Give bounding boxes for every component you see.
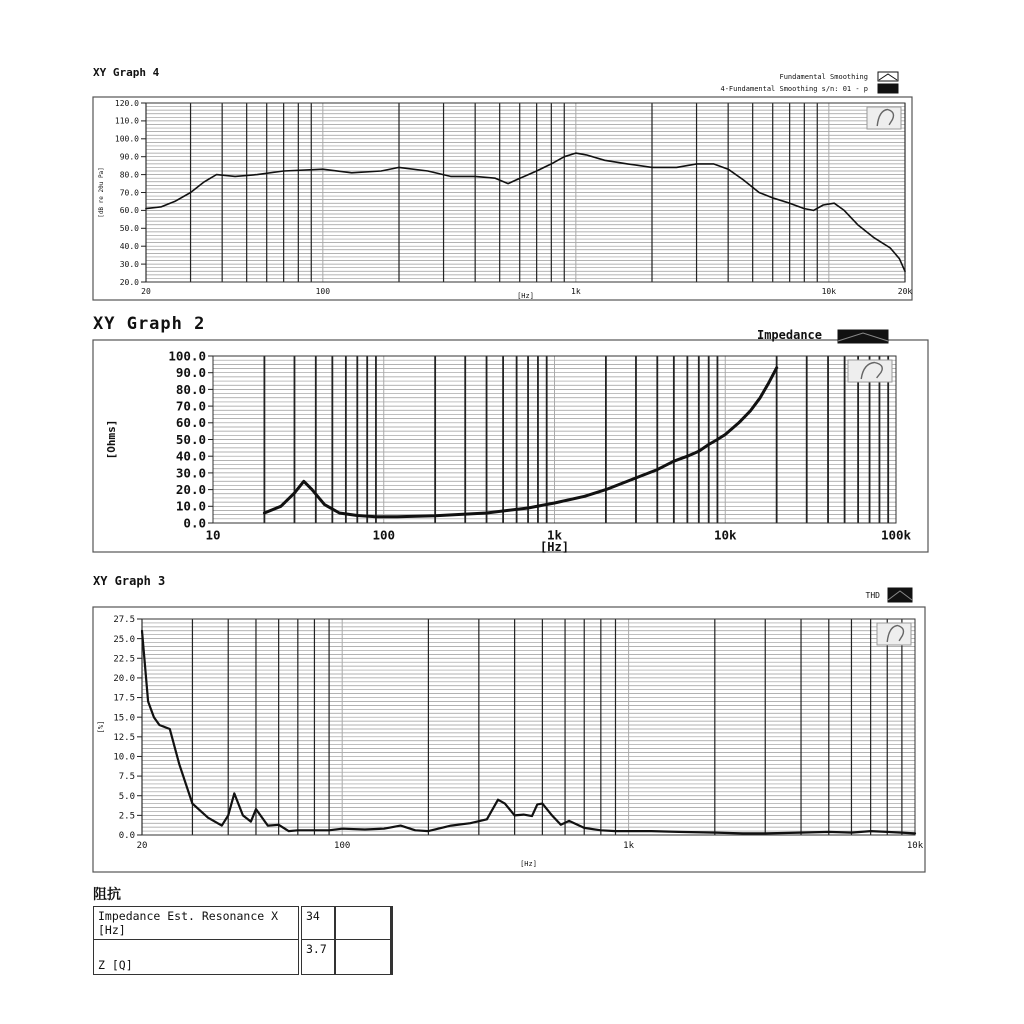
y-tick-label: 15.0	[113, 713, 135, 724]
y-tick-label: 27.5	[113, 615, 135, 626]
y-tick-label: 0.0	[183, 515, 206, 531]
plot-area	[142, 619, 915, 835]
legend-swatch	[878, 72, 898, 81]
y-tick-label: 30.0	[119, 259, 139, 269]
y-tick-label: 30.0	[175, 465, 206, 481]
x-tick-label: 10k	[713, 527, 737, 543]
x-tick-label: 10k	[821, 287, 837, 296]
x-tick-label: 20	[141, 287, 151, 296]
y-tick-label: 5.0	[118, 791, 135, 802]
x-tick-label: 100	[315, 287, 331, 296]
logo-icon	[848, 360, 892, 382]
y-tick-label: 7.5	[118, 772, 135, 783]
y-tick-label: 100.0	[114, 134, 139, 144]
y-tick-label: 100.0	[168, 348, 206, 364]
logo-icon	[877, 623, 911, 645]
y-tick-label: 70.0	[119, 188, 139, 198]
x-tick-label: 100	[372, 527, 396, 543]
y-tick-label: 10.0	[175, 498, 206, 514]
impedance-table	[93, 884, 393, 975]
table-blank-cell	[335, 907, 392, 940]
table-row-label: Impedance Est. Resonance X [Hz]	[94, 907, 301, 940]
table-blank-cell	[335, 940, 392, 975]
y-tick-label: 20.0	[113, 674, 135, 685]
x-tick-label: 20	[136, 841, 148, 851]
x-tick-label: 100k	[880, 527, 912, 543]
y-tick-label: 40.0	[175, 448, 206, 464]
legend-swatch	[838, 330, 888, 343]
table-row	[94, 940, 392, 975]
y-tick-label: 90.0	[119, 152, 139, 162]
x-tick-label: 1k	[571, 287, 581, 296]
graph2-title: XY Graph 2	[93, 314, 206, 334]
chart-1	[93, 72, 912, 300]
legend-swatch	[888, 588, 912, 602]
y-tick-label: 17.5	[113, 693, 135, 704]
table-row	[94, 907, 392, 940]
y-tick-label: 20.0	[119, 277, 139, 287]
y-tick-label: 110.0	[114, 116, 139, 126]
y-tick-label: 12.5	[113, 732, 135, 743]
graph4-title: XY Graph 4	[93, 66, 160, 79]
y-tick-label: 0.0	[118, 831, 135, 842]
y-axis-label: [Ohms]	[105, 419, 118, 460]
y-tick-label: 50.0	[175, 431, 206, 447]
table-row-value: 3.7	[300, 940, 335, 975]
y-tick-label: 20.0	[175, 481, 206, 497]
x-tick-label: 20k	[897, 287, 913, 296]
table-row-value: 34	[300, 907, 335, 940]
y-tick-label: 22.5	[113, 654, 135, 665]
table-row-label: Z [Q]	[94, 940, 301, 975]
x-axis-label: [Hz]	[540, 540, 569, 554]
y-axis-label: [%]	[97, 720, 105, 734]
legend-label: 4-Fundamental Smoothing s/n: 01 - p	[720, 85, 868, 93]
x-tick-label: 10	[205, 527, 221, 543]
y-tick-label: 90.0	[175, 365, 206, 381]
x-tick-label: 1k	[546, 527, 563, 543]
y-tick-label: 50.0	[119, 224, 139, 234]
y-tick-label: 60.0	[119, 206, 139, 216]
y-tick-label: 10.0	[113, 752, 135, 763]
y-tick-label: 80.0	[175, 381, 206, 397]
x-axis-label: [Hz]	[520, 860, 537, 868]
legend-label: Impedance	[756, 328, 822, 342]
x-axis-label: [Hz]	[517, 292, 534, 300]
x-tick-label: 10k	[906, 841, 924, 851]
y-tick-label: 25.0	[113, 634, 135, 645]
logo-icon	[867, 107, 901, 129]
x-tick-label: 100	[334, 841, 351, 851]
legend-label: Fundamental Smoothing	[779, 73, 868, 81]
legend-label: THD	[865, 591, 880, 600]
x-tick-label: 1k	[623, 841, 635, 851]
y-tick-label: 2.5	[118, 811, 135, 822]
y-tick-label: 80.0	[119, 170, 139, 180]
chart-3	[93, 588, 925, 872]
graph3-title: XY Graph 3	[93, 574, 166, 588]
y-tick-label: 120.0	[114, 98, 139, 108]
y-tick-label: 40.0	[119, 242, 139, 251]
legend-swatch	[878, 84, 898, 93]
chart-2	[93, 328, 928, 554]
y-tick-label: 60.0	[175, 415, 206, 431]
y-axis-label: [dB re 20u Pa]	[98, 167, 105, 218]
table-title: 阻抗	[93, 887, 121, 903]
y-tick-label: 70.0	[175, 398, 206, 414]
